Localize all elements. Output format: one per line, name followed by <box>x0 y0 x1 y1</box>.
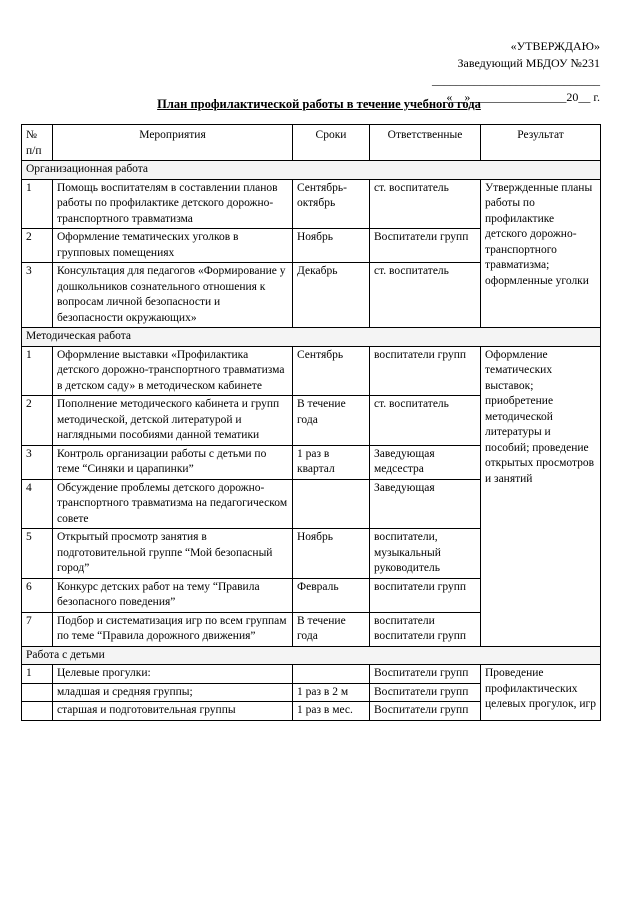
row-term: Сентябрь <box>293 346 370 396</box>
table-row <box>22 346 601 396</box>
row-responsible: ст. воспитатель <box>370 179 481 229</box>
row-number: 7 <box>22 612 53 646</box>
row-event: Консультация для педагогов «Формирование у дошкольников сознательного отношения к вопросам личной безопасности и безопасности окружающих» <box>53 263 293 328</box>
row-term: Февраль <box>293 578 370 612</box>
table-row <box>22 665 601 684</box>
row-term: 1 раз в квартал <box>293 445 370 479</box>
row-event: Пополнение методического кабинета и групп методической, детской литературой и наглядными пособиями данной тематики <box>53 396 293 446</box>
row-number <box>22 702 53 721</box>
plan-title: План профилактической работы в течение учебного года <box>157 97 481 111</box>
row-responsible: воспитатели, музыкальный руководитель <box>370 529 481 579</box>
row-event: Обсуждение проблемы детского дорожно-транспортного травматизма на педагогическом совете <box>53 479 293 529</box>
row-term: 1 раз в 2 м <box>293 683 370 702</box>
row-responsible: Воспитатели групп <box>370 702 481 721</box>
table-row <box>22 179 601 229</box>
row-number: 1 <box>22 346 53 396</box>
row-number: 1 <box>22 665 53 684</box>
approval-block <box>370 38 600 106</box>
row-number: 5 <box>22 529 53 579</box>
row-term: В течение года <box>293 612 370 646</box>
row-responsible: Воспитатели групп <box>370 665 481 684</box>
row-term: Ноябрь <box>293 529 370 579</box>
approval-signature-line: ____________________________ <box>432 73 600 87</box>
row-event: Контроль организации работы с детьми по теме “Синяки и царапинки” <box>53 445 293 479</box>
row-event: Конкурс детских работ на тему “Правила безопасного поведения” <box>53 578 293 612</box>
row-term: Сентябрь-октябрь <box>293 179 370 229</box>
row-responsible: ст. воспитатель <box>370 396 481 446</box>
row-responsible: воспитатели воспитатели групп <box>370 612 481 646</box>
plan-table-body <box>22 161 601 721</box>
row-term: В течение года <box>293 396 370 446</box>
row-event: Оформление тематических уголков в групповых помещениях <box>53 229 293 263</box>
approval-stamp: «УТВЕРЖДАЮ» <box>510 39 600 53</box>
row-result: Утвержденные планы работы по профилактике детского дорожно-транспортного травматизма; оформленные уголки <box>481 179 601 328</box>
row-responsible: Заведующая <box>370 479 481 529</box>
row-number: 3 <box>22 263 53 328</box>
row-event: младшая и средняя группы; <box>53 683 293 702</box>
section-title: Методическая работа <box>22 328 601 347</box>
row-number: 4 <box>22 479 53 529</box>
section-title: Организационная работа <box>22 161 601 180</box>
row-event: Открытый просмотр занятия в подготовительной группе “Мой безопасный город” <box>53 529 293 579</box>
header-responsible: Ответственные <box>370 125 481 161</box>
row-term: Декабрь <box>293 263 370 328</box>
header-result: Результат <box>481 125 601 161</box>
section-row <box>22 646 601 665</box>
row-responsible: воспитатели групп <box>370 346 481 396</box>
row-number: 1 <box>22 179 53 229</box>
row-responsible: ст. воспитатель <box>370 263 481 328</box>
header-event: Мероприятия <box>53 125 293 161</box>
approval-position: Заведующий МБДОУ №231 <box>457 56 600 70</box>
header-term: Сроки <box>293 125 370 161</box>
row-term: 1 раз в мес. <box>293 702 370 721</box>
row-result: Проведение профилактических целевых прогулок, игр <box>481 665 601 721</box>
row-term <box>293 665 370 684</box>
row-event: Подбор и систематизация игр по всем группам по теме “Правила дорожного движения” <box>53 612 293 646</box>
row-responsible: воспитатели групп <box>370 578 481 612</box>
row-number <box>22 683 53 702</box>
row-event: Целевые прогулки: <box>53 665 293 684</box>
plan-table <box>21 124 601 721</box>
row-responsible: Заведующая медсестра <box>370 445 481 479</box>
row-number: 6 <box>22 578 53 612</box>
section-row <box>22 161 601 180</box>
row-term: Ноябрь <box>293 229 370 263</box>
row-term <box>293 479 370 529</box>
row-result: Оформление тематических выставок; приобретение методической литературы и пособий; проведение открытых просмотров и занятий <box>481 346 601 646</box>
row-event: Оформление выставки «Профилактика детского дорожно-транспортного травматизма в детском саду» в методическом кабинете <box>53 346 293 396</box>
row-event: Помощь воспитателям в составлении планов работы по профилактике детского дорожно-транспортного травматизма <box>53 179 293 229</box>
row-event: старшая и подготовительная группы <box>53 702 293 721</box>
row-number: 2 <box>22 396 53 446</box>
row-number: 3 <box>22 445 53 479</box>
section-title: Работа с детьми <box>22 646 601 665</box>
row-responsible: Воспитатели групп <box>370 229 481 263</box>
row-responsible: Воспитатели групп <box>370 683 481 702</box>
header-num: № п/п <box>22 125 53 161</box>
section-row <box>22 328 601 347</box>
row-number: 2 <box>22 229 53 263</box>
table-header-row <box>22 125 601 161</box>
approval-date-line: «__»________________20__ г. <box>446 90 600 104</box>
